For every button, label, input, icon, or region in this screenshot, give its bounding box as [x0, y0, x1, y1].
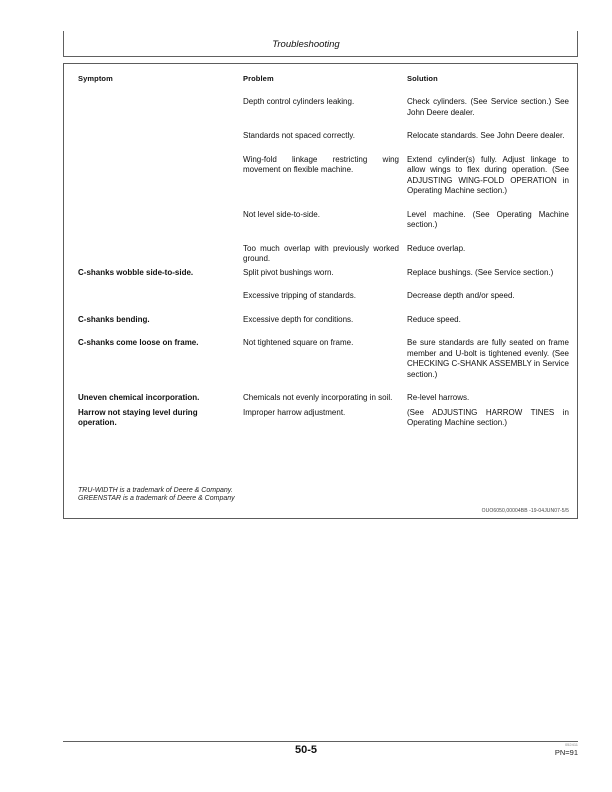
document-code: OUO6050,00004BB -19-04JUN07-5/5	[481, 508, 569, 514]
symptom-cell: Uneven chemical incorporation.	[78, 393, 200, 402]
header-rule-tick-left	[63, 31, 64, 56]
print-date-code: 052411	[564, 742, 578, 747]
page-header-title: Troubleshooting	[272, 39, 340, 50]
symptom-cell	[78, 291, 243, 302]
table-row	[78, 393, 569, 404]
solution-cell: Check cylinders. (See Service section.) See John Deere dealer.	[407, 97, 569, 117]
table-column-headers	[78, 74, 569, 83]
problem-cell: Not level side-to-side.	[243, 209, 320, 219]
page-number: 50-5	[294, 744, 318, 756]
table-row	[78, 97, 569, 118]
symptom-cell: C-shanks come loose on frame.	[78, 338, 199, 347]
solution-cell: Be sure standards are fully seated on frame member and U-bolt is tightened evenly. (See CHECKING C-SHANK ASSEMBLY in Service section.)	[407, 338, 569, 379]
footer-rule	[63, 741, 578, 742]
symptom-cell	[78, 131, 243, 142]
header-rule-tick-right	[577, 31, 578, 56]
column-header-symptom: Symptom	[78, 74, 113, 83]
solution-cell: Reduce overlap.	[407, 243, 466, 253]
table-body	[64, 64, 577, 429]
table-row	[78, 244, 569, 265]
problem-cell: Depth control cylinders leaking.	[243, 97, 355, 106]
solution-cell: Decrease depth and/or speed.	[407, 291, 515, 300]
symptom-cell: C-shanks bending.	[78, 314, 150, 324]
table-row	[78, 291, 569, 302]
table-row	[78, 408, 569, 429]
problem-cell: Not tightened square on frame.	[243, 338, 354, 347]
problem-cell: Excessive tripping of standards.	[243, 291, 356, 300]
table-row	[78, 268, 569, 279]
symptom-cell	[78, 155, 243, 197]
trademark-footnote: GREENSTAR is a trademark of Deere & Company	[78, 495, 235, 503]
problem-cell: Standards not spaced correctly.	[243, 131, 355, 140]
solution-cell: Level machine. (See Operating Machine section.)	[407, 209, 569, 229]
solution-cell: Relocate standards. See John Deere dealer.	[407, 131, 565, 140]
table-footer	[78, 487, 569, 514]
table-row	[78, 155, 569, 197]
problem-cell: Split pivot bushings worn.	[243, 267, 334, 277]
symptom-cell	[78, 244, 243, 265]
problem-cell: Wing-fold linkage restricting wing movement on flexible machine.	[243, 154, 399, 174]
table-row	[78, 210, 569, 231]
table-row	[78, 315, 569, 326]
trademark-footnote: TRU-WIDTH is a trademark of Deere & Company.	[78, 486, 233, 494]
column-header-problem: Problem	[243, 74, 274, 83]
symptom-cell	[78, 210, 243, 231]
header-rule	[63, 56, 578, 57]
solution-cell: Extend cylinder(s) fully. Adjust linkage to allow wings to flex during operation. (See ADJUSTING WING-FOLD OPERATION in Operating Machine section.)	[407, 154, 569, 195]
solution-cell: Replace bushings. (See Service section.)	[407, 267, 554, 277]
troubleshooting-table	[63, 63, 578, 519]
pn-number: PN=91	[554, 748, 578, 757]
solution-cell: Re-level harrows.	[407, 393, 470, 402]
problem-cell: Excessive depth for conditions.	[243, 314, 354, 324]
symptom-cell: Harrow not staying level during operation.	[78, 407, 198, 427]
table-row	[78, 338, 569, 380]
symptom-cell: C-shanks wobble side-to-side.	[78, 267, 194, 277]
table-row	[78, 131, 569, 142]
solution-cell: (See ADJUSTING HARROW TINES in Operating Machine section.)	[407, 407, 569, 427]
symptom-cell	[78, 97, 243, 118]
problem-cell: Chemicals not evenly incorporating in soil.	[243, 393, 393, 402]
column-header-solution: Solution	[407, 74, 438, 83]
problem-cell: Too much overlap with previously worked ground.	[243, 243, 399, 263]
problem-cell: Improper harrow adjustment.	[243, 407, 346, 417]
solution-cell: Reduce speed.	[407, 314, 461, 324]
